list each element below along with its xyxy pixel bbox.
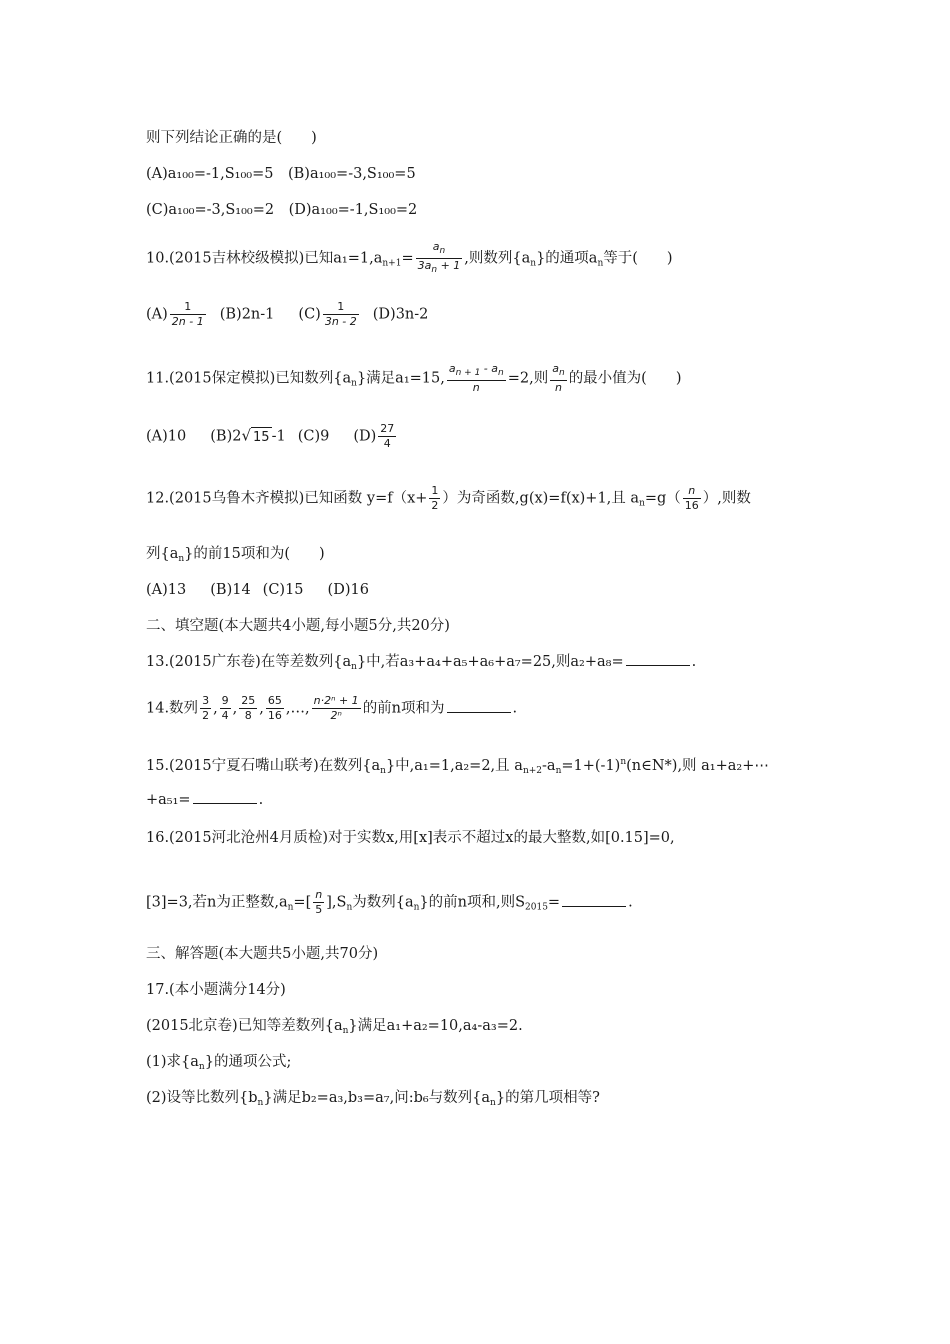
text: ,…,: [285, 700, 310, 717]
text: 13.(2015广东卷)在等差数列{a: [146, 654, 352, 670]
answer-blank[interactable]: [626, 653, 690, 666]
question-10-stem: [146, 240, 673, 277]
option-c-label: (C): [298, 306, 321, 323]
question-15-line2: [146, 790, 263, 810]
option-c: (C)9: [297, 428, 330, 445]
question-13: [146, 652, 696, 677]
subscript: 2015: [525, 902, 548, 913]
text: =: [401, 250, 414, 267]
option-b: (B)2n-1: [219, 306, 275, 323]
text: (2)设等比数列{b: [146, 1090, 258, 1106]
fraction: $\frac{9}{4}$: [221, 694, 229, 722]
question-12-stem-line2: [146, 544, 325, 569]
fraction-numerator: $a_n$: [416, 240, 463, 259]
subscript: n: [380, 766, 386, 776]
superscript: n: [620, 757, 627, 767]
subscript: n+2: [522, 766, 543, 776]
question-9-options-ab: (A)a₁₀₀=-1,S₁₀₀=5 (B)a₁₀₀=-3,S₁₀₀=5: [146, 166, 416, 182]
question-17-part-1: [146, 1052, 291, 1077]
fraction: $\frac{25}{8}$: [241, 694, 256, 722]
text: 10.(2015吉林校级模拟)已知a₁=1,a: [146, 250, 383, 267]
fraction: $\frac{a_n}{n}$: [552, 362, 565, 394]
fraction: $\frac{n}{16}$: [684, 484, 699, 512]
text: ）为奇函数,g(x)=f(x)+1,且 a: [442, 490, 640, 507]
text: 的最小值为( ): [568, 370, 682, 387]
text: }的前15项和为( ): [184, 546, 325, 562]
answer-blank[interactable]: [193, 791, 257, 804]
subscript: n: [530, 258, 537, 269]
question-17-part-2: [146, 1088, 600, 1113]
option-d-label: (D): [353, 428, 377, 445]
fraction: $\frac{a_{n + 1} - a_n}{n}$: [448, 362, 504, 394]
text: +a₅₁=: [146, 792, 191, 808]
subscript: n: [342, 1026, 349, 1036]
text: =g（: [644, 490, 681, 507]
text: [3]=3,若n为正整数,a: [146, 894, 288, 911]
question-11-options: (A)10 (B)2√ 15 -1 (C)9 (D) $\frac{27}{4}$: [146, 422, 395, 450]
text: }的通项a: [536, 250, 598, 267]
subscript: n: [639, 498, 645, 509]
text: ],S: [326, 894, 347, 911]
subscript: n+1: [382, 258, 402, 269]
text: }中,a₁=1,a₂=2,且 a: [385, 758, 523, 774]
option-a-fraction: $\frac{1}{2n - 1}$: [171, 300, 204, 328]
text: -a: [542, 758, 556, 774]
option-b-sqrt: 15: [251, 427, 272, 448]
fraction: $\frac{3}{2}$: [202, 694, 210, 722]
option-a: (A)13: [146, 582, 187, 598]
text: =1+(-1): [561, 758, 621, 774]
option-a-label: (A): [146, 306, 168, 323]
question-15: [146, 752, 769, 781]
subscript: n: [490, 1098, 496, 1108]
option-c-fraction: $\frac{1}{3n - 2}$: [324, 300, 357, 328]
text: }的第几项相等?: [495, 1090, 600, 1106]
question-17-title: 17.(本小题满分14分): [146, 982, 286, 998]
answer-blank[interactable]: [447, 700, 511, 713]
fraction: [416, 240, 463, 277]
section-3-heading: 三、解答题(本大题共5小题,共70分): [146, 946, 379, 962]
text: 12.(2015乌鲁木齐模拟)已知函数 y=f（x+: [146, 490, 428, 507]
text: .: [512, 700, 518, 717]
text: }满足a₁+a₂=10,a₄-a₃=2.: [348, 1018, 523, 1034]
question-9-options-cd: (C)a₁₀₀=-3,S₁₀₀=2 (D)a₁₀₀=-1,S₁₀₀=2: [146, 202, 418, 218]
text: (2015北京卷)已知等差数列{a: [146, 1018, 343, 1034]
text: =2,则: [507, 370, 549, 387]
text: 11.(2015保定模拟)已知数列{a: [146, 370, 352, 387]
text: ,则数列{a: [464, 250, 531, 267]
text: ）,则数: [702, 490, 751, 507]
question-12-options: [146, 580, 369, 600]
section-2-heading: 二、填空题(本大题共4小题,每小题5分,共20分): [146, 618, 450, 634]
text: 15.(2015宁夏石嘴山联考)在数列{a: [146, 758, 381, 774]
text: 为数列{a: [352, 894, 414, 911]
subscript: n: [413, 902, 420, 913]
question-16-line1: 16.(2015河北沧州4月质检)对于实数x,用[x]表示不超过x的最大整数,如[0.15]=0,: [146, 830, 675, 846]
question-17-stem: [146, 1016, 523, 1041]
text: }满足a₁=15,: [356, 370, 445, 387]
subscript: n: [346, 902, 353, 913]
text: }的前n项和,则S: [419, 894, 526, 911]
option-c: (C)15: [262, 582, 304, 598]
text: =[: [293, 894, 312, 911]
text: =: [547, 894, 561, 911]
fraction: $\frac{\text{n·2ⁿ + 1}}{\text{2ⁿ}}$: [313, 694, 359, 722]
fraction: $\frac{n}{5}$: [315, 888, 323, 916]
option-a: (A)10: [146, 428, 187, 445]
subscript: n: [555, 766, 562, 776]
subscript: n: [257, 1098, 264, 1108]
question-16-line2: [146, 888, 633, 918]
answer-blank[interactable]: [562, 894, 626, 907]
text: 列{a: [146, 546, 179, 562]
subscript: n: [351, 662, 357, 672]
subscript: n: [198, 1062, 205, 1072]
option-d: (D)16: [327, 582, 369, 598]
option-b-tail: -1: [271, 428, 286, 445]
option-b-label: (B)2: [210, 428, 242, 445]
text: (1)求{a: [146, 1054, 199, 1070]
text: .: [691, 654, 697, 670]
option-d-fraction: $\frac{27}{4}$: [380, 422, 395, 450]
question-9-stem-tail: 则下列结论正确的是( ): [146, 130, 317, 146]
fraction-denominator: $3a_n + 1$: [417, 259, 461, 275]
fraction: $\frac{1}{2}$: [431, 484, 439, 512]
text: 14.数列: [146, 700, 199, 717]
text: 的前n项和为: [362, 700, 445, 717]
text: }的通项公式;: [204, 1054, 292, 1070]
text: }中,若a₃+a₄+a₅+a₆+a₇=25,则a₂+a₈=: [356, 654, 624, 670]
text: (n∈N*),则 a₁+a₂+⋯: [626, 758, 769, 774]
fraction: $\frac{65}{16}$: [267, 694, 282, 722]
option-b: (B)14: [210, 582, 251, 598]
subscript: n: [597, 258, 604, 269]
question-14: 14.数列 $\frac{3}{2}$ , $\frac{9}{4}$ , $\frac{25}{8}$ , $\frac{65}{16}$ ,…, $\frac{\text{n·2ⁿ + 1}}{\text{2ⁿ}}$ 的前n项和为 .: [146, 694, 518, 722]
text: .: [628, 894, 633, 911]
question-12-stem: [146, 484, 751, 514]
option-d: (D)3n-2: [372, 306, 429, 323]
text: }满足b₂=a₃,b₃=a₇,问:b₆与数列{a: [263, 1090, 491, 1106]
question-10-options: [146, 300, 428, 329]
subscript: n: [287, 902, 294, 913]
subscript: n: [351, 378, 357, 389]
text: 等于( ): [603, 250, 673, 267]
question-11-stem: [146, 362, 682, 395]
subscript: n: [178, 554, 185, 564]
text: .: [258, 792, 264, 808]
